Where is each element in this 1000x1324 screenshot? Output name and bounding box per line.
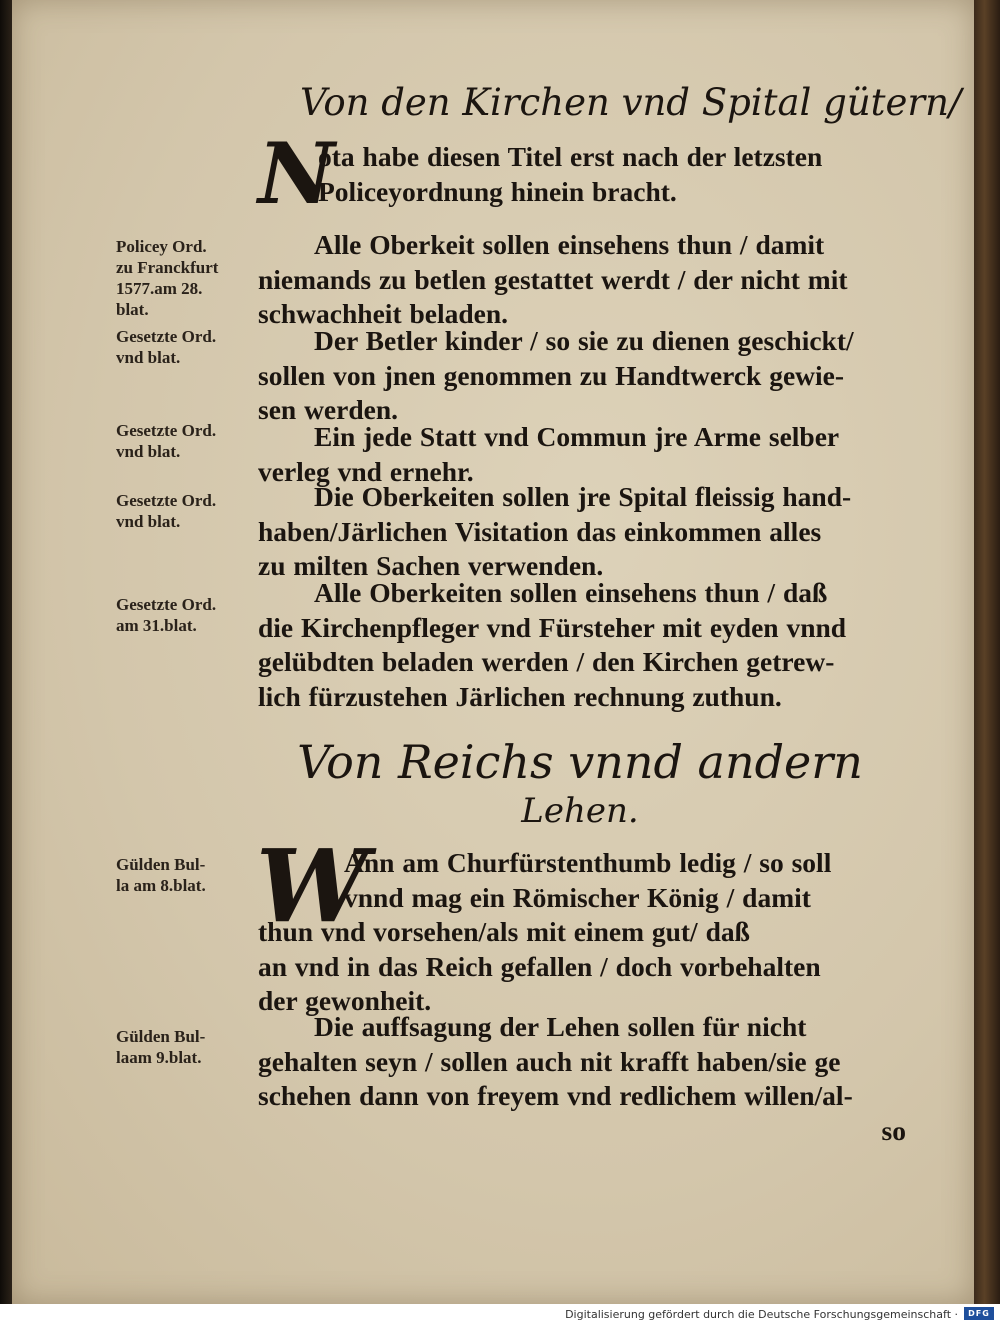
section-heading-churches: Von den Kirchen vnd Spital gütern/: [300, 81, 962, 124]
section-heading-fiefs-sub: Lehen.: [521, 791, 639, 831]
left-edge-shadow: [0, 0, 12, 1304]
margin-line: Gesetzte Ord.: [116, 491, 217, 510]
margin-line: laam 9.blat.: [116, 1048, 202, 1067]
margin-line: vnd blat.: [116, 442, 181, 461]
paragraph: [258, 576, 910, 714]
text-line: Ein jede Statt vnd Commun jre Arme selber: [314, 421, 840, 452]
margin-line: Gülden Bul-: [116, 855, 206, 874]
margin-line: vnd blat.: [116, 348, 181, 367]
margin-line: Gesetzte Ord.: [116, 421, 217, 440]
intro-paragraph: [318, 140, 910, 209]
text-line: Alle Oberkeit sollen einsehens thun / damit: [314, 229, 825, 260]
text-line: Alle Oberkeiten sollen einsehens thun / daß: [314, 577, 828, 608]
text-line: Die auffsagung der Lehen sollen für nicht: [314, 1011, 807, 1042]
text-line: der gewonheit.: [258, 985, 432, 1016]
text-line: gelübdten beladen werden / den Kirchen getrew-: [258, 646, 835, 677]
margin-line: Gesetzte Ord.: [116, 595, 217, 614]
margin-note: [116, 490, 256, 532]
text-line: Policeyordnung hinein bracht.: [318, 175, 677, 207]
text-line: gehalten seyn / sollen auch nit krafft haben/sie ge: [258, 1045, 841, 1077]
text-line: Die Oberkeiten sollen jre Spital fleissig hand-: [314, 481, 852, 512]
text-line: schwachheit beladen.: [258, 298, 509, 329]
margin-note: [116, 854, 256, 896]
text-line: thun vnd vorsehen/als mit einem gut/ daß: [258, 916, 750, 947]
text-line: Der Betler kinder / so sie zu dienen geschickt/: [314, 325, 854, 356]
drop-cap-w: W: [256, 827, 369, 945]
margin-note: [116, 1026, 256, 1068]
footer-bar: [0, 1304, 1000, 1324]
text-line: die Kirchenpfleger vnd Fürsteher mit eyden vnnd: [258, 611, 847, 643]
text-line: niemands zu betlen gestattet werdt / der nicht mit: [258, 263, 848, 295]
text-line: vnnd mag ein Römischer König / damit: [344, 881, 811, 913]
paragraph: [258, 420, 910, 489]
paragraph: [258, 846, 910, 1019]
text-line: schehen dann von freyem vnd redlichem willen/al-: [258, 1080, 853, 1111]
text-line: an vnd in das Reich gefallen / doch vorbehalten: [258, 950, 821, 982]
section-heading-fiefs: Von Reichs vnnd andern: [297, 735, 863, 789]
catchword: so: [881, 1114, 906, 1146]
margin-line: Gülden Bul-: [116, 1027, 206, 1046]
margin-line: Gesetzte Ord.: [116, 327, 217, 346]
paragraph: [258, 480, 910, 584]
margin-line: blat.: [116, 300, 149, 319]
margin-line: vnd blat.: [116, 512, 181, 531]
text-line: sollen von jnen genommen zu Handtwerck gewie-: [258, 359, 845, 391]
text-line: lich fürzustehen Järlichen rechnung zuthun.: [258, 680, 782, 712]
text-line: haben/Järlichen Visitation das einkommen alles: [258, 515, 822, 547]
paragraph: [258, 228, 910, 332]
margin-line: am 31.blat.: [116, 616, 197, 635]
margin-note: [116, 236, 256, 320]
paragraph: [258, 324, 910, 428]
margin-note: [116, 594, 256, 636]
drop-cap-n: N: [258, 124, 335, 223]
margin-line: la am 8.blat.: [116, 876, 206, 895]
text-line: sen werden.: [258, 394, 399, 425]
book-spine: [974, 0, 1000, 1304]
text-line: zu milten Sachen verwenden.: [258, 550, 604, 581]
margin-line: 1577.am 28.: [116, 279, 203, 298]
margin-line: Policey Ord.: [116, 237, 207, 256]
margin-note: [116, 326, 256, 368]
text-line: Ann am Churfürstenthumb ledig / so soll: [344, 847, 832, 878]
text-line: ota habe diesen Titel erst nach der letzsten: [318, 141, 823, 172]
margin-line: zu Franckfurt: [116, 258, 219, 277]
margin-note: [116, 420, 256, 462]
paragraph: [258, 1010, 910, 1148]
dfg-logo: DFG: [964, 1307, 994, 1320]
text-line: verleg vnd ernehr.: [258, 455, 474, 487]
footer-credit: Digitalisierung gefördert durch die Deutsche Forschungsgemeinschaft ·: [565, 1308, 958, 1321]
